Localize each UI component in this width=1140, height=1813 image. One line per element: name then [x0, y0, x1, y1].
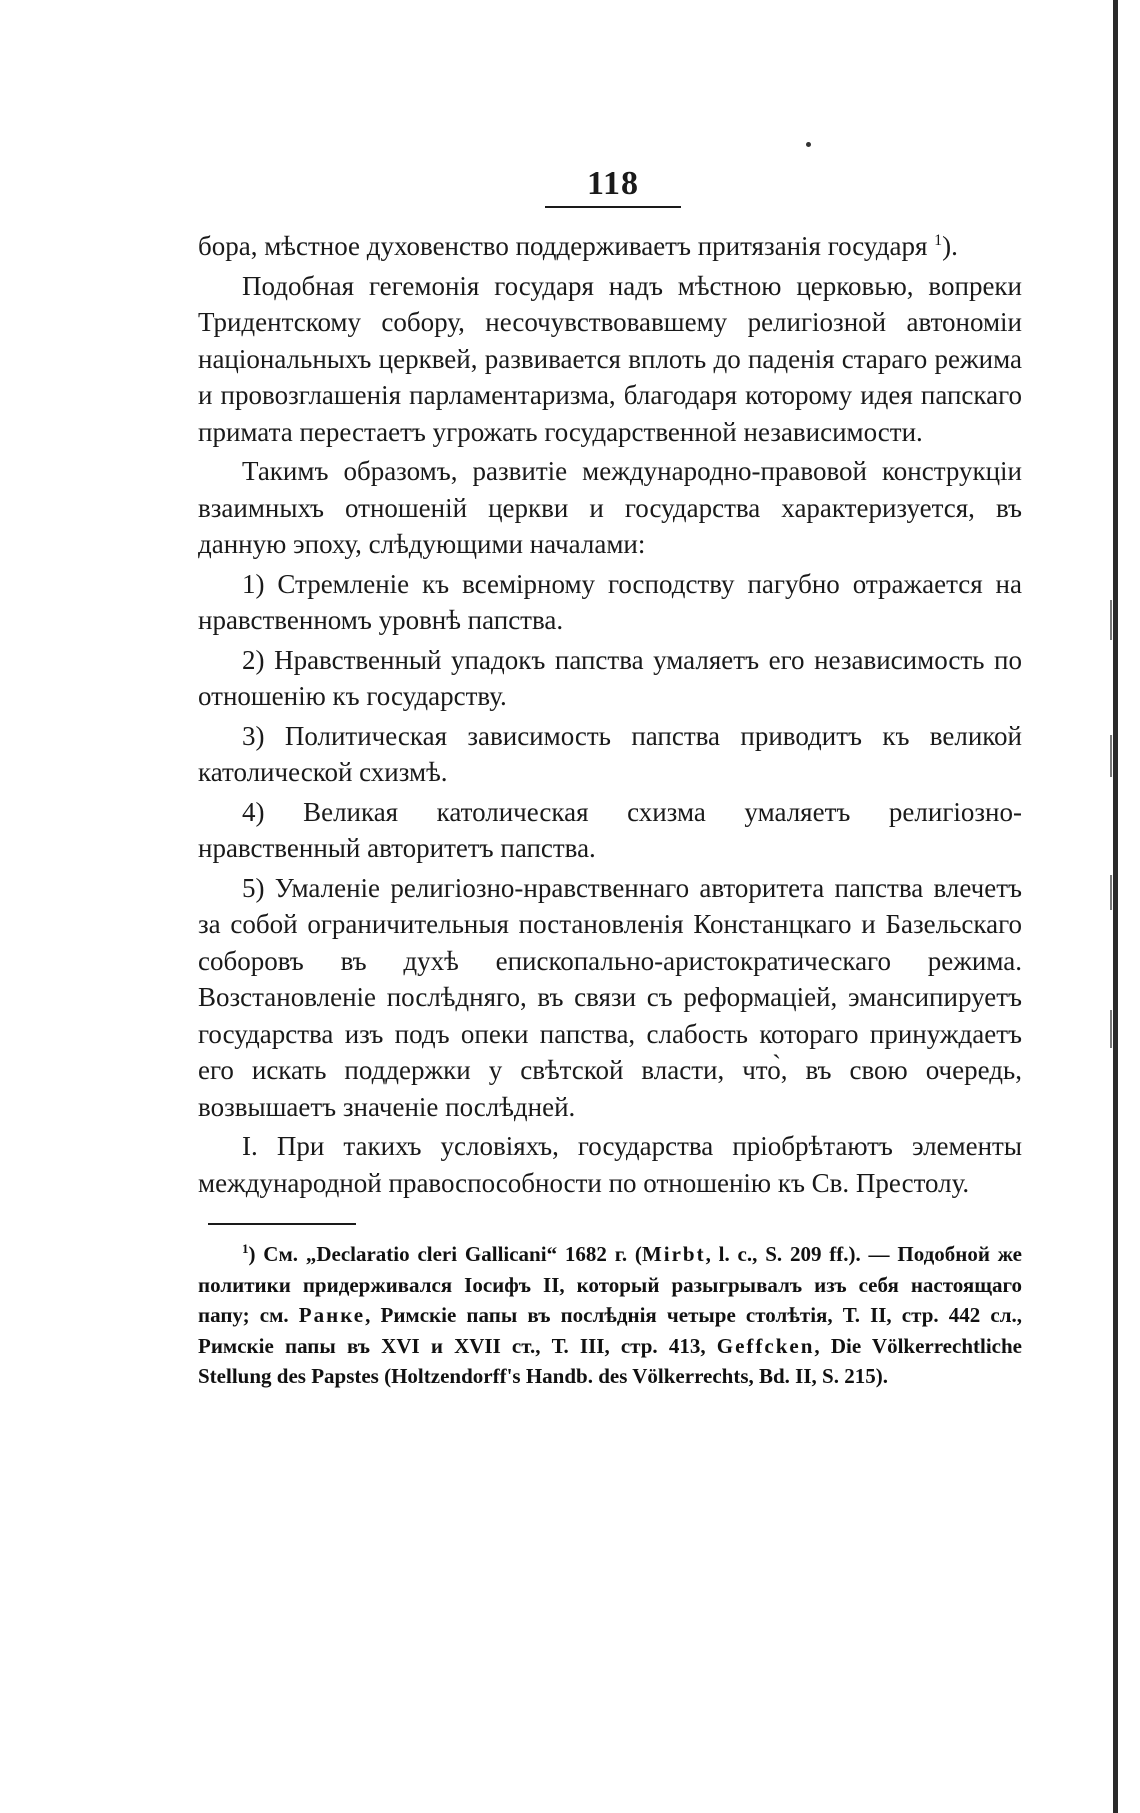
margin-mark	[1110, 735, 1112, 777]
page-column	[198, 164, 1022, 1392]
footnote-reference: 1	[934, 232, 943, 249]
paragraph-text: бора, мѣстное духовенство поддерживаетъ притязанія государя	[198, 231, 928, 261]
list-item: 1) Стремленіе къ всемірному господству пагубно отражается на нравственномъ уровнѣ папства.	[198, 568, 1022, 635]
paragraph: Подобная гегемонія государя надъ мѣстною церковью, вопреки Тридентскому собору, несочувствовавшему религіозной автономіи національныхъ церквей, развивается вплоть до паденія стараго режима и провозглашенія парламентаризма, благодаря которому идея папскаго примата перестаетъ угрожать государственной независимости.	[198, 270, 1022, 447]
page-number: 118	[586, 165, 640, 202]
page-edge-shadow	[1113, 0, 1118, 1813]
margin-mark	[1110, 875, 1112, 910]
author-geffcken: Geffcken	[716, 1333, 815, 1358]
footnote-marker: 1	[242, 1241, 249, 1256]
list-item: 2) Нравственный упадокъ папства умаляетъ его независимость по отношенію къ государству.	[198, 644, 1022, 711]
footnote-text: , Римскіе папы въ послѣднія четыре столѣтія, Т. II, стр. 442 сл., Римскіе папы въ XVI и XVII ст., Т. III, стр. 413,	[198, 1303, 1022, 1358]
footnote	[198, 1239, 1022, 1392]
paragraph-text: ).	[942, 231, 958, 261]
footnote-rule	[208, 1223, 356, 1225]
list-item: 4) Великая католическая схизма умаляетъ религіозно-нравственный авторитетъ папства.	[198, 796, 1022, 863]
footnote-text: , l. c., S. 209 ff.). — Подобной же политики придерживался Іосифъ II, который разыгрывалъ изъ себя настоящаго папу; см.	[198, 1242, 1023, 1327]
body-text	[198, 228, 1022, 1201]
paragraph-continuation	[198, 228, 1022, 265]
paragraph-conclusion: I. При такихъ условіяхъ, государства пріобрѣтаютъ элементы международной правоспособности по отношенію къ Св. Престолу.	[198, 1131, 1022, 1198]
ink-speck	[806, 142, 811, 147]
margin-mark	[1110, 600, 1112, 640]
author-mirbt: Mirbt	[641, 1242, 706, 1266]
margin-mark	[1110, 1010, 1112, 1048]
paragraph: Такимъ образомъ, развитіе международно-правовой конструкціи взаимныхъ отношеній церкви и государства характеризуется, въ данную эпоху, слѣдующими началами:	[198, 456, 1022, 559]
footnote-text: , Die Völkerrechtliche Stellung des Papstes (Holtzendorff's Handb. des Völkerrechts, Bd. II, S. 215).	[198, 1333, 1022, 1388]
page-number-rule	[545, 206, 681, 208]
author-ranke: Ранке	[298, 1303, 366, 1327]
footnote-text: ) См. „Declaratio cleri Gallicani“ 1682 г. (	[248, 1242, 642, 1266]
list-item: 3) Политическая зависимость папства приводитъ къ великой католической схизмѣ.	[198, 720, 1022, 787]
list-item: 5) Умаленіе религіозно-нравственнаго авторитета папства влечетъ за собой ограничительныя постановленія Констанцкаго и Базельскаго соборовъ въ духѣ епископально-аристократическаго режима. Возстановленіе послѣдняго, въ связи съ реформаціей, эмансипируетъ государства изъ подъ опеки папства, слабость котораго принуждаетъ его искать поддержки у свѣтской власти, что̀, въ свою очередь, возвышаетъ значеніе послѣдней.	[198, 872, 1022, 1122]
